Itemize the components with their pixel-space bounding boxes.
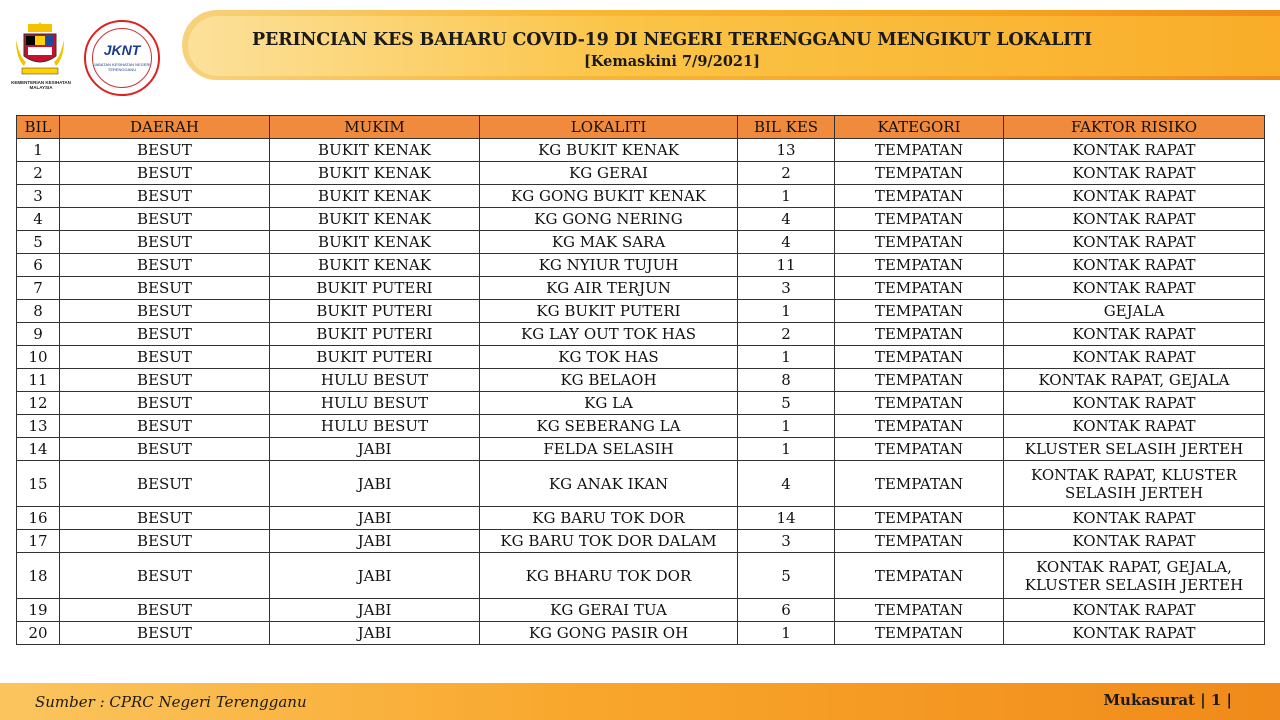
cell-mukim: JABI xyxy=(270,553,480,599)
cell-faktor-risiko: KONTAK RAPAT xyxy=(1004,323,1265,346)
cell-bil-kes: 1 xyxy=(738,300,835,323)
cell-lokaliti: KG GERAI TUA xyxy=(480,599,738,622)
cell-bil: 1 xyxy=(17,139,60,162)
table-row xyxy=(17,369,1265,392)
cell-daerah: BESUT xyxy=(60,277,270,300)
cell-mukim: HULU BESUT xyxy=(270,369,480,392)
cell-kategori: TEMPATAN xyxy=(835,369,1004,392)
cell-lokaliti: KG GONG PASIR OH xyxy=(480,622,738,645)
table-row xyxy=(17,208,1265,231)
cell-daerah: BESUT xyxy=(60,231,270,254)
jknt-logo-text: JKNT xyxy=(103,42,141,58)
cell-faktor-risiko: KLUSTER SELASIH JERTEH xyxy=(1004,438,1265,461)
cell-bil-kes: 3 xyxy=(738,277,835,300)
cell-lokaliti: KG LA xyxy=(480,392,738,415)
table-row xyxy=(17,254,1265,277)
cell-lokaliti: KG SEBERANG LA xyxy=(480,415,738,438)
cell-kategori: TEMPATAN xyxy=(835,415,1004,438)
cell-bil-kes: 6 xyxy=(738,599,835,622)
cell-lokaliti: KG BARU TOK DOR xyxy=(480,507,738,530)
table-row xyxy=(17,185,1265,208)
source-note: Sumber : CPRC Negeri Terengganu xyxy=(35,693,307,711)
cell-daerah: BESUT xyxy=(60,300,270,323)
cell-kategori: TEMPATAN xyxy=(835,392,1004,415)
table-body xyxy=(17,139,1265,645)
cell-daerah: BESUT xyxy=(60,415,270,438)
cell-mukim: HULU BESUT xyxy=(270,415,480,438)
cell-mukim: HULU BESUT xyxy=(270,392,480,415)
page-title: PERINCIAN KES BAHARU COVID-19 DI NEGERI TERENGGANU MENGIKUT LOKALITI xyxy=(252,30,1092,50)
table-row xyxy=(17,323,1265,346)
cell-faktor-risiko: KONTAK RAPAT xyxy=(1004,277,1265,300)
table-row xyxy=(17,346,1265,369)
cell-bil-kes: 1 xyxy=(738,622,835,645)
cell-bil: 3 xyxy=(17,185,60,208)
cell-faktor-risiko: KONTAK RAPAT xyxy=(1004,622,1265,645)
column-header-faktor-risiko: FAKTOR RISIKO xyxy=(1004,116,1265,139)
cell-mukim: BUKIT KENAK xyxy=(270,231,480,254)
cell-kategori: TEMPATAN xyxy=(835,300,1004,323)
cell-bil-kes: 1 xyxy=(738,185,835,208)
cell-faktor-risiko: KONTAK RAPAT xyxy=(1004,346,1265,369)
cell-lokaliti: KG ANAK IKAN xyxy=(480,461,738,507)
cell-bil-kes: 5 xyxy=(738,392,835,415)
column-header-bil: BIL xyxy=(17,116,60,139)
cell-mukim: JABI xyxy=(270,507,480,530)
cases-table xyxy=(16,115,1265,645)
cell-faktor-risiko: KONTAK RAPAT xyxy=(1004,530,1265,553)
cell-lokaliti: KG BARU TOK DOR DALAM xyxy=(480,530,738,553)
cell-daerah: BESUT xyxy=(60,208,270,231)
table-row xyxy=(17,461,1265,507)
cell-bil: 14 xyxy=(17,438,60,461)
cell-faktor-risiko: KONTAK RAPAT xyxy=(1004,185,1265,208)
cell-daerah: BESUT xyxy=(60,461,270,507)
cell-faktor-risiko: KONTAK RAPAT, GEJALA xyxy=(1004,369,1265,392)
malaysia-crest-icon xyxy=(14,22,66,80)
cell-daerah: BESUT xyxy=(60,553,270,599)
cell-lokaliti: KG BHARU TOK DOR xyxy=(480,553,738,599)
cell-lokaliti: KG MAK SARA xyxy=(480,231,738,254)
cell-daerah: BESUT xyxy=(60,622,270,645)
cell-bil: 20 xyxy=(17,622,60,645)
cell-bil-kes: 11 xyxy=(738,254,835,277)
cell-lokaliti: KG BUKIT KENAK xyxy=(480,139,738,162)
cell-daerah: BESUT xyxy=(60,185,270,208)
crest-caption: KEMENTERIAN KESIHATAN MALAYSIA xyxy=(11,80,71,90)
cell-kategori: TEMPATAN xyxy=(835,553,1004,599)
cell-daerah: BESUT xyxy=(60,139,270,162)
table-row xyxy=(17,599,1265,622)
cell-bil-kes: 4 xyxy=(738,461,835,507)
cell-kategori: TEMPATAN xyxy=(835,599,1004,622)
cell-faktor-risiko: KONTAK RAPAT xyxy=(1004,208,1265,231)
cell-faktor-risiko: KONTAK RAPAT, KLUSTER SELASIH JERTEH xyxy=(1004,461,1265,507)
cell-daerah: BESUT xyxy=(60,438,270,461)
table-row xyxy=(17,231,1265,254)
cell-bil: 6 xyxy=(17,254,60,277)
cell-bil: 10 xyxy=(17,346,60,369)
table-row xyxy=(17,139,1265,162)
cell-daerah: BESUT xyxy=(60,323,270,346)
cell-mukim: BUKIT KENAK xyxy=(270,208,480,231)
cell-kategori: TEMPATAN xyxy=(835,461,1004,507)
cell-bil: 7 xyxy=(17,277,60,300)
jknt-logo xyxy=(84,20,160,96)
cell-bil-kes: 2 xyxy=(738,162,835,185)
cell-lokaliti: KG BUKIT PUTERI xyxy=(480,300,738,323)
cell-daerah: BESUT xyxy=(60,599,270,622)
cell-daerah: BESUT xyxy=(60,346,270,369)
cell-mukim: JABI xyxy=(270,530,480,553)
column-header-mukim: MUKIM xyxy=(270,116,480,139)
table-row xyxy=(17,553,1265,599)
jknt-logo-caption: JABATAN KESIHATAN NEGERI TERENGGANU xyxy=(93,62,151,72)
update-date: [Kemaskini 7/9/2021] xyxy=(584,53,760,70)
cell-lokaliti: KG GONG NERING xyxy=(480,208,738,231)
table-header-row xyxy=(17,116,1265,139)
cell-faktor-risiko: KONTAK RAPAT xyxy=(1004,162,1265,185)
cell-bil-kes: 1 xyxy=(738,415,835,438)
table-row xyxy=(17,507,1265,530)
logo-area xyxy=(10,18,170,88)
cell-kategori: TEMPATAN xyxy=(835,622,1004,645)
cell-bil: 18 xyxy=(17,553,60,599)
table-row xyxy=(17,530,1265,553)
cell-bil-kes: 4 xyxy=(738,231,835,254)
cell-kategori: TEMPATAN xyxy=(835,208,1004,231)
cell-lokaliti: KG LAY OUT TOK HAS xyxy=(480,323,738,346)
cell-bil: 16 xyxy=(17,507,60,530)
cell-kategori: TEMPATAN xyxy=(835,139,1004,162)
cell-bil: 4 xyxy=(17,208,60,231)
cell-mukim: JABI xyxy=(270,461,480,507)
table-row xyxy=(17,300,1265,323)
column-header-daerah: DAERAH xyxy=(60,116,270,139)
cell-bil: 2 xyxy=(17,162,60,185)
cell-kategori: TEMPATAN xyxy=(835,162,1004,185)
cell-faktor-risiko: KONTAK RAPAT xyxy=(1004,415,1265,438)
table-row xyxy=(17,438,1265,461)
cell-daerah: BESUT xyxy=(60,392,270,415)
cell-daerah: BESUT xyxy=(60,369,270,392)
cell-kategori: TEMPATAN xyxy=(835,254,1004,277)
cell-kategori: TEMPATAN xyxy=(835,231,1004,254)
cell-lokaliti: KG AIR TERJUN xyxy=(480,277,738,300)
column-header-bil-kes: BIL KES xyxy=(738,116,835,139)
cell-bil-kes: 5 xyxy=(738,553,835,599)
cell-mukim: BUKIT KENAK xyxy=(270,139,480,162)
cell-faktor-risiko: KONTAK RAPAT xyxy=(1004,507,1265,530)
cell-bil: 13 xyxy=(17,415,60,438)
cell-lokaliti: KG GERAI xyxy=(480,162,738,185)
cell-bil: 17 xyxy=(17,530,60,553)
table-row xyxy=(17,162,1265,185)
cell-bil-kes: 1 xyxy=(738,438,835,461)
cell-mukim: JABI xyxy=(270,622,480,645)
cell-kategori: TEMPATAN xyxy=(835,507,1004,530)
table-row xyxy=(17,622,1265,645)
cell-kategori: TEMPATAN xyxy=(835,346,1004,369)
cell-mukim: BUKIT PUTERI xyxy=(270,323,480,346)
cell-kategori: TEMPATAN xyxy=(835,530,1004,553)
cell-lokaliti: KG GONG BUKIT KENAK xyxy=(480,185,738,208)
cell-bil: 5 xyxy=(17,231,60,254)
cell-bil-kes: 1 xyxy=(738,346,835,369)
column-header-kategori: KATEGORI xyxy=(835,116,1004,139)
cell-lokaliti: FELDA SELASIH xyxy=(480,438,738,461)
cell-daerah: BESUT xyxy=(60,507,270,530)
cell-kategori: TEMPATAN xyxy=(835,185,1004,208)
cell-bil: 12 xyxy=(17,392,60,415)
column-header-lokaliti: LOKALITI xyxy=(480,116,738,139)
cell-lokaliti: KG BELAOH xyxy=(480,369,738,392)
cell-bil: 9 xyxy=(17,323,60,346)
cell-daerah: BESUT xyxy=(60,530,270,553)
cell-mukim: JABI xyxy=(270,438,480,461)
cell-bil-kes: 4 xyxy=(738,208,835,231)
cell-mukim: BUKIT PUTERI xyxy=(270,300,480,323)
cell-mukim: BUKIT PUTERI xyxy=(270,277,480,300)
cell-faktor-risiko: KONTAK RAPAT xyxy=(1004,392,1265,415)
cell-lokaliti: KG NYIUR TUJUH xyxy=(480,254,738,277)
cell-daerah: BESUT xyxy=(60,254,270,277)
cell-bil-kes: 8 xyxy=(738,369,835,392)
table-row xyxy=(17,415,1265,438)
cell-faktor-risiko: KONTAK RAPAT, GEJALA, KLUSTER SELASIH JERTEH xyxy=(1004,553,1265,599)
cell-faktor-risiko: KONTAK RAPAT xyxy=(1004,139,1265,162)
cell-bil-kes: 2 xyxy=(738,323,835,346)
cell-bil-kes: 3 xyxy=(738,530,835,553)
cell-kategori: TEMPATAN xyxy=(835,438,1004,461)
cell-bil-kes: 13 xyxy=(738,139,835,162)
table-row xyxy=(17,277,1265,300)
cell-mukim: BUKIT KENAK xyxy=(270,254,480,277)
cell-kategori: TEMPATAN xyxy=(835,323,1004,346)
cell-kategori: TEMPATAN xyxy=(835,277,1004,300)
cell-mukim: BUKIT KENAK xyxy=(270,162,480,185)
cell-bil: 15 xyxy=(17,461,60,507)
page-number: Mukasurat | 1 | xyxy=(1103,691,1232,709)
cell-faktor-risiko: KONTAK RAPAT xyxy=(1004,231,1265,254)
cell-mukim: BUKIT PUTERI xyxy=(270,346,480,369)
cell-bil: 19 xyxy=(17,599,60,622)
cell-bil-kes: 14 xyxy=(738,507,835,530)
cell-bil: 8 xyxy=(17,300,60,323)
cell-lokaliti: KG TOK HAS xyxy=(480,346,738,369)
cell-faktor-risiko: KONTAK RAPAT xyxy=(1004,599,1265,622)
cell-faktor-risiko: KONTAK RAPAT xyxy=(1004,254,1265,277)
cell-mukim: BUKIT KENAK xyxy=(270,185,480,208)
cell-mukim: JABI xyxy=(270,599,480,622)
cell-daerah: BESUT xyxy=(60,162,270,185)
cell-faktor-risiko: GEJALA xyxy=(1004,300,1265,323)
cell-bil: 11 xyxy=(17,369,60,392)
table-row xyxy=(17,392,1265,415)
